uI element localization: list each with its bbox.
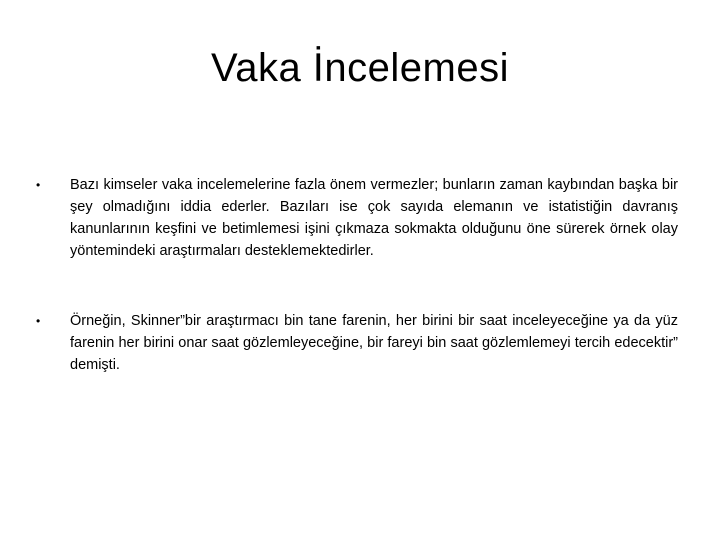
slide-title: Vaka İncelemesi	[210, 46, 509, 90]
bullet-marker: •	[36, 178, 41, 192]
bullet-text: Örneğin, Skinner”bir araştırmacı bin tane farenin, her birini bir saat inceleyeceğine ya da yüz farenin her birini onar saat gözlemleyeceğine, bir fareyi bin saat gözlemlemeyi tercih edecektir” demişti.	[70, 313, 678, 373]
bullet-text: Bazı kimseler vaka incelemelerine fazla önem vermezler; bunların zaman kaybından başka bir şey olmadığını iddia ederler. Bazıları ise çok sayıda elemanın ve istatistiğin davranış kanunlarının keşfini ve betimlemesi işini çıkmaza sokmakta olduğunu öne sürerek örnek olay yöntemindeki araştırmaları desteklemektedirler.	[70, 177, 678, 259]
bullet-marker: •	[36, 314, 41, 328]
bullet-item-2	[36, 310, 678, 376]
bullet-list	[36, 174, 678, 424]
bullet-item-1	[36, 174, 678, 262]
